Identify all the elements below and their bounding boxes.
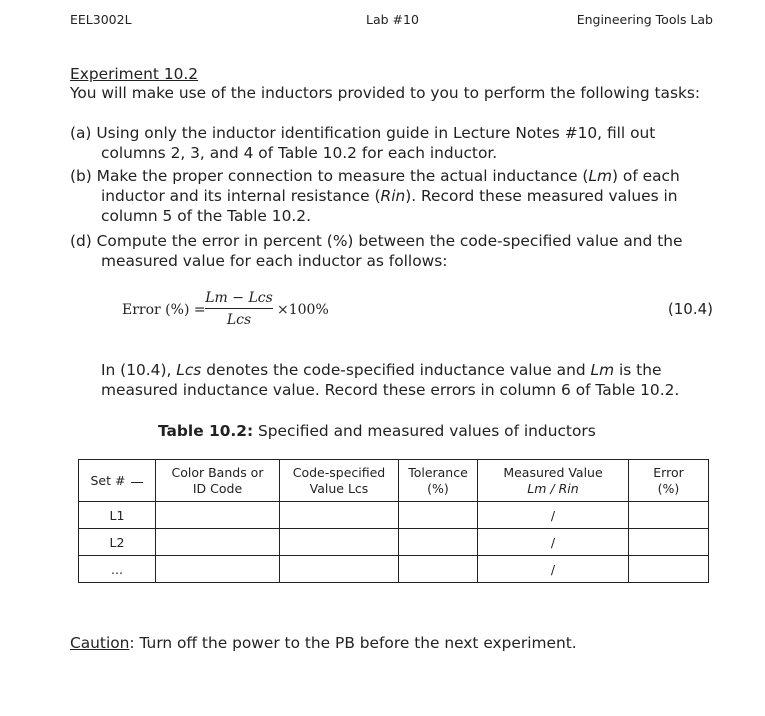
cell-tolerance[interactable]	[399, 556, 478, 583]
cell-set: ...	[79, 556, 156, 583]
header-lab-name: Engineering Tools Lab	[576, 12, 713, 27]
cell-measured[interactable]: /	[478, 502, 629, 529]
experiment-intro: You will make use of the inductors provided to you to perform the following tasks:	[70, 84, 701, 102]
experiment-title: Experiment 10.2	[70, 65, 199, 83]
task-a: (a) Using only the inductor identification guide in Lecture Notes #10, fill out columns 2, 3, and 4 of Table 10.2 for each inductor.	[70, 124, 656, 162]
equation-lhs: Error (%) =	[122, 302, 206, 318]
cell-color-bands[interactable]	[156, 556, 280, 583]
cell-error[interactable]	[629, 529, 709, 556]
inductor-table	[78, 459, 709, 583]
header-measured-value: Measured Value Lm / Rin	[478, 460, 629, 502]
fraction-bar	[205, 308, 273, 309]
symbol-rin: Rin	[380, 187, 406, 205]
header-lab: Lab #10	[366, 12, 419, 27]
cell-code-specified[interactable]	[280, 502, 399, 529]
header-error: Error (%)	[629, 460, 709, 502]
caution-note: Caution: Turn off the power to the PB before the next experiment.	[70, 634, 577, 652]
cell-color-bands[interactable]	[156, 502, 280, 529]
table-row	[79, 556, 709, 583]
header-tolerance: Tolerance (%)	[399, 460, 478, 502]
table-header-row	[79, 460, 709, 502]
header-code-specified: Code-specified Value Lcs	[280, 460, 399, 502]
cell-color-bands[interactable]	[156, 529, 280, 556]
task-d: (d) Compute the error in percent (%) between the code-specified value and the measured value for each inductor as follows:	[70, 232, 683, 270]
cell-set: L1	[79, 502, 156, 529]
cell-tolerance[interactable]	[399, 529, 478, 556]
table-row	[79, 529, 709, 556]
equation-rhs: ×100%	[277, 302, 329, 318]
equation-explanation: In (10.4), Lcs denotes the code-specified inductance value and Lm is the measured inductance value. Record these errors in column 6 of Table 10.2.	[101, 361, 680, 399]
table-caption: Table 10.2: Specified and measured values of inductors	[158, 422, 596, 440]
cell-tolerance[interactable]	[399, 502, 478, 529]
equation-number: (10.4)	[667, 300, 713, 318]
equation-denominator: Lcs	[226, 312, 252, 328]
cell-error[interactable]	[629, 502, 709, 529]
cell-set: L2	[79, 529, 156, 556]
caution-label: Caution	[70, 634, 130, 652]
header-course: EEL3002L	[70, 12, 132, 27]
cell-code-specified[interactable]	[280, 556, 399, 583]
table-row	[79, 502, 709, 529]
cell-error[interactable]	[629, 556, 709, 583]
equation-numerator: Lm − Lcs	[205, 290, 273, 306]
cell-code-specified[interactable]	[280, 529, 399, 556]
cell-measured[interactable]: /	[478, 529, 629, 556]
equation-fraction	[205, 290, 273, 329]
header-color-bands: Color Bands or ID Code	[156, 460, 280, 502]
header-set: Set #	[79, 460, 156, 502]
cell-measured[interactable]: /	[478, 556, 629, 583]
task-b: (b) Make the proper connection to measure the actual inductance (Lm) of each inductor and its internal resistance (Rin). Record these measured values in column 5 of the Table 10.2.	[70, 167, 680, 225]
symbol-lm: Lm	[588, 167, 613, 185]
